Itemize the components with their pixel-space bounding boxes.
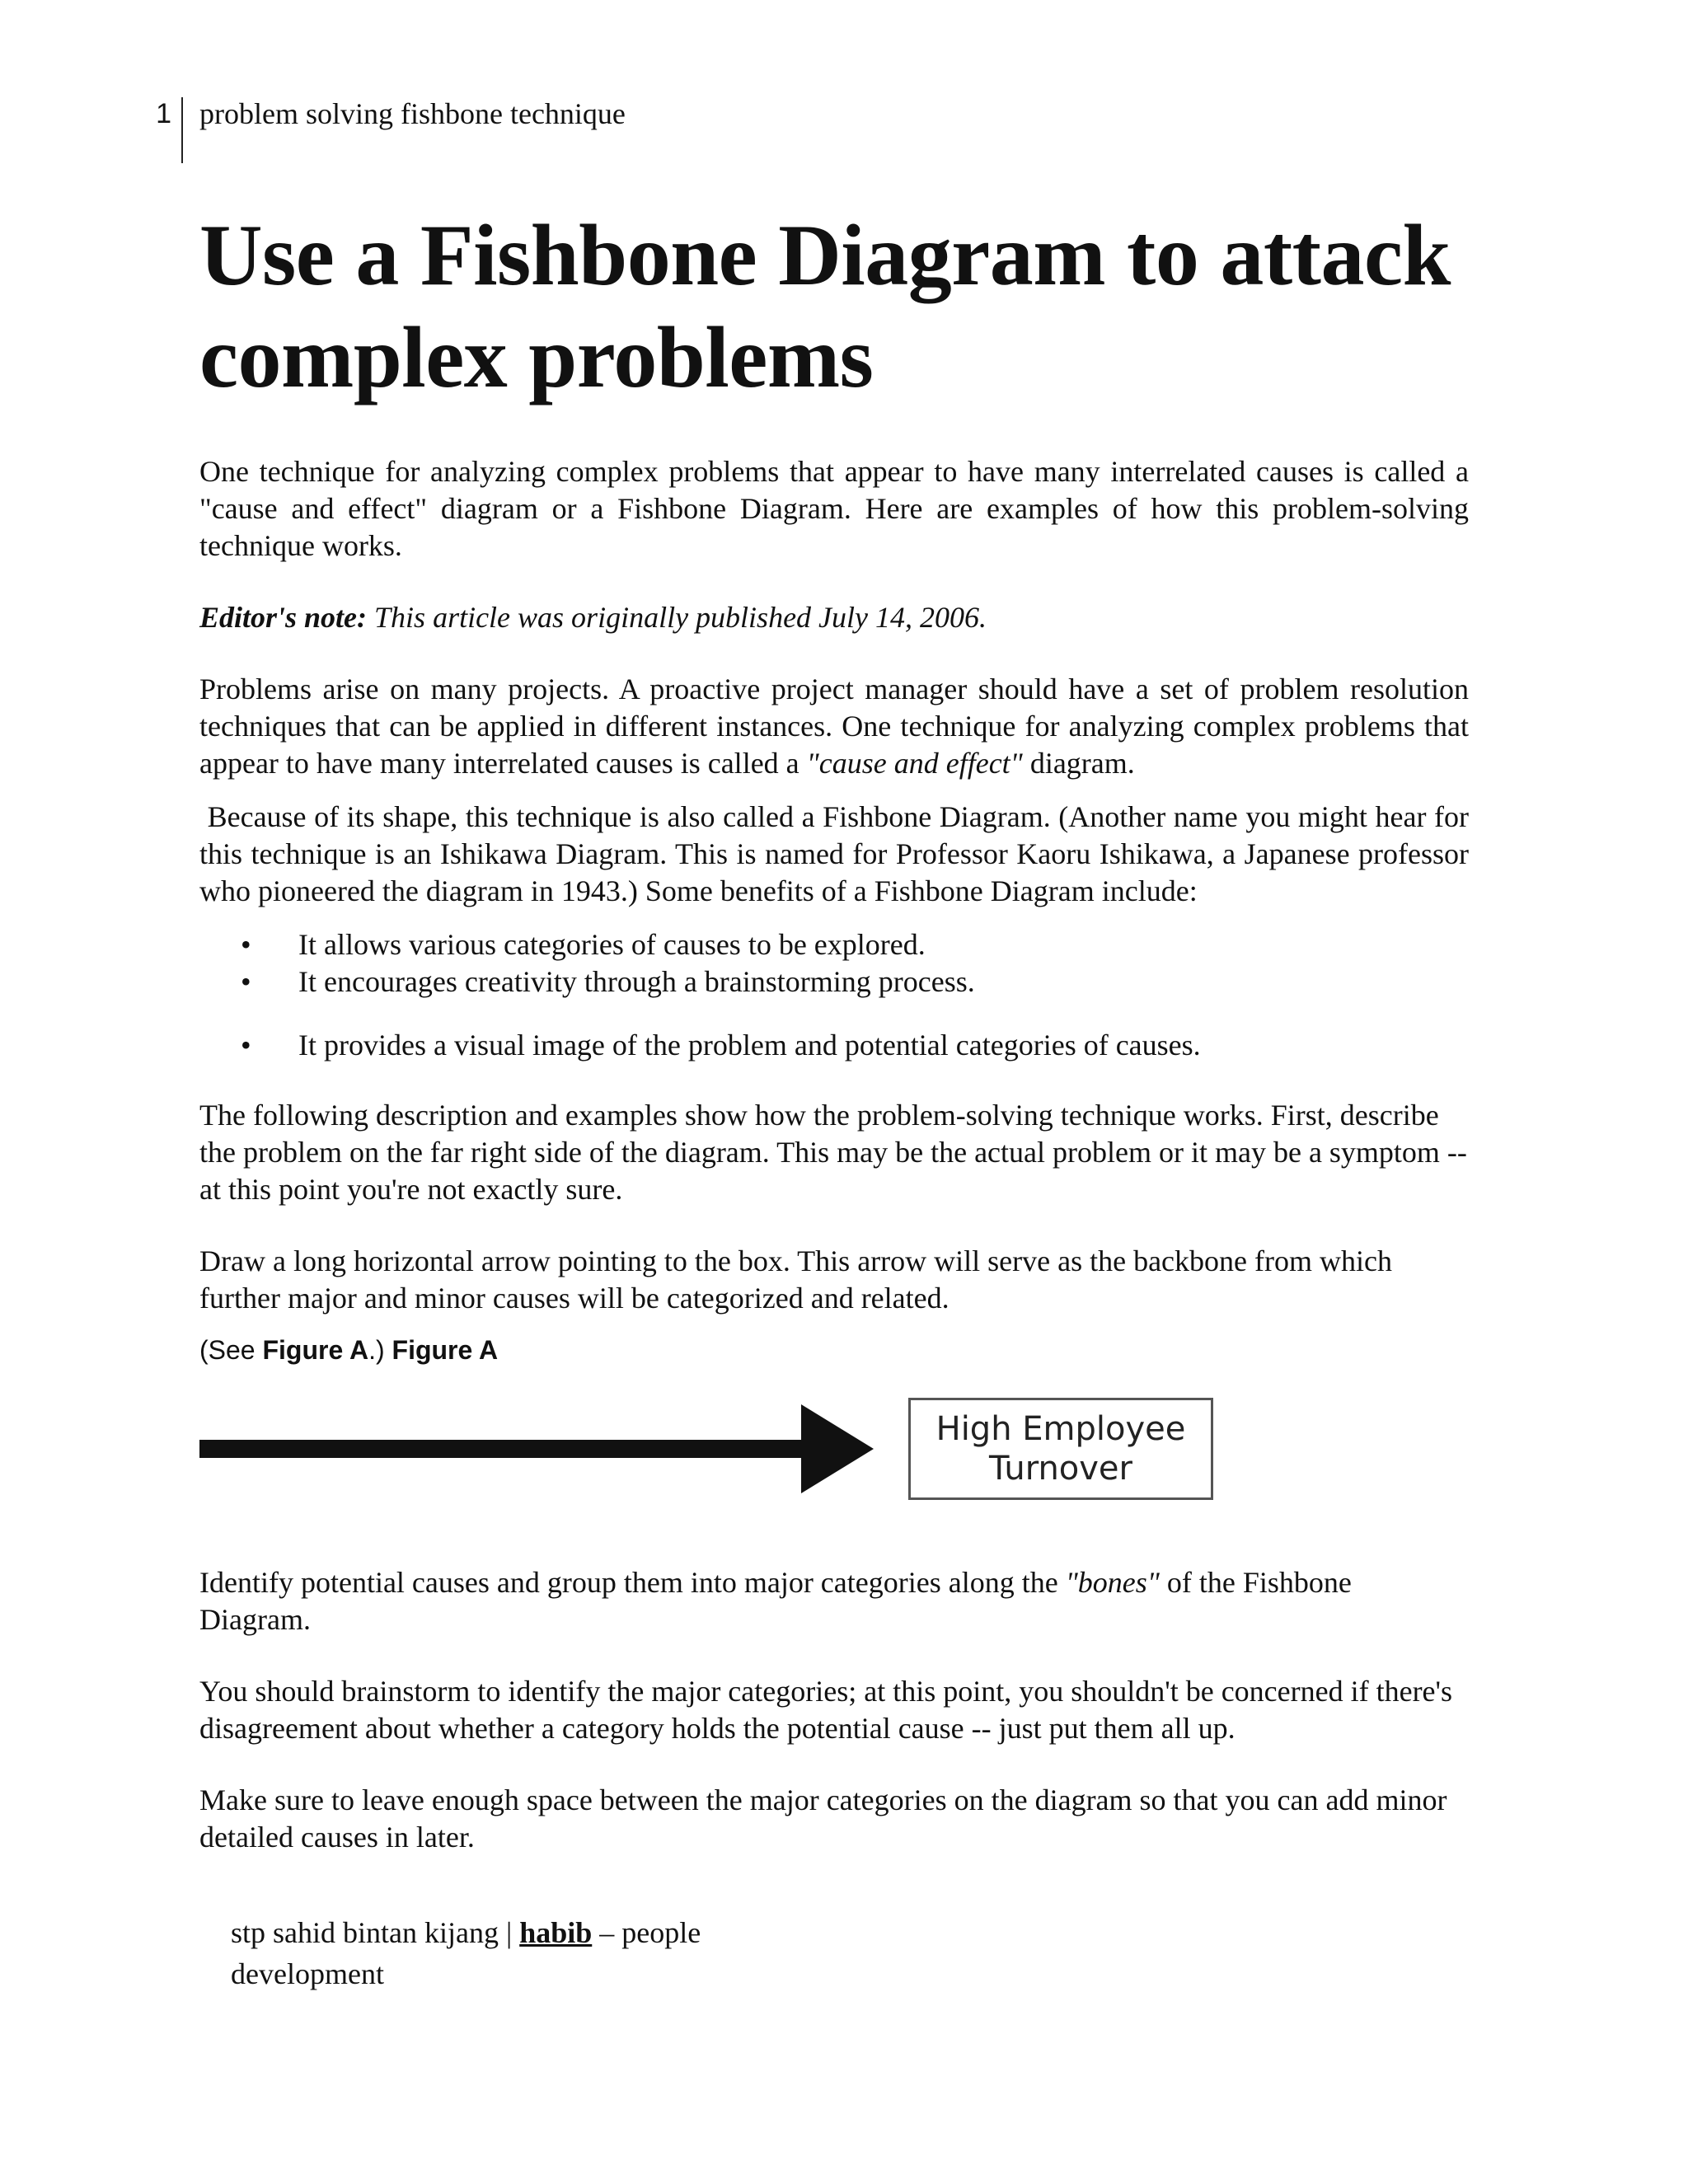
running-title: problem solving fishbone technique [199,97,626,130]
paragraph-identify-lead: Identify potential causes and group them into major categories along the [199,1566,1066,1599]
footer-author: habib [519,1916,593,1949]
paragraph-problems-lead: Problems arise on many projects. A proactive project manager should have a set of problem resolution techniques that can be applied in different instances. One technique for analyzing complex problems that appear to have many interrelated causes is called a [199,673,1469,780]
article-title: Use a Fishbone Diagram to attack complex problems [199,207,1451,405]
benefits-list [199,926,1469,1064]
page-number: 1 [156,98,171,129]
paragraph-problems [199,671,1469,782]
editor-note-label: Editor's note: [199,601,368,634]
cause-and-effect-emphasis: "cause and effect" [806,747,1023,780]
problem-box-line1: High Employee [935,1410,1186,1448]
intro-paragraph: One technique for analyzing complex problems that appear to have many interrelated causes is called a "cause and effect" diagram or a Fishbone Diagram. Here are examples of how this problem-solving technique works. [199,455,1469,562]
footer-tail: – people [592,1916,701,1949]
paragraph-problems-tail: diagram. [1022,747,1135,780]
list-item: • It allows various categories of causes to be explored. [199,926,1469,963]
footer-line-2: development [231,1957,384,1990]
paragraph-arrow: Draw a long horizontal arrow pointing to the box. This arrow will serve as the backbone from which further major and minor causes will be categorized and related. [199,1244,1392,1315]
figure-reference [199,1333,1469,1366]
paragraph-description: The following description and examples show how the problem-solving technique works. First, describe the problem on the far right side of the diagram. This may be the actual problem or it may be a symptom -- at this point you're not exactly sure. [199,1099,1467,1206]
paragraph-identify [199,1564,1469,1638]
list-item: • It provides a visual image of the problem and potential categories of causes. [199,1027,1469,1064]
figure-reference-close: .) [368,1335,392,1365]
paragraph-identify-tail: of the Fishbone Diagram. [199,1566,1352,1636]
figure-reference-open: (See [199,1335,263,1365]
figure-reference-label: Figure A [262,1335,369,1365]
problem-box [908,1398,1213,1500]
figure-caption: Figure A [392,1335,499,1365]
problem-box-line2: Turnover [988,1450,1132,1488]
backbone-shaft [199,1440,809,1458]
article-body [199,204,1469,1856]
page-footer [231,1912,808,1994]
bones-emphasis: "bones" [1065,1566,1160,1599]
paragraph-shape [199,799,1469,910]
page-header [148,97,890,163]
backbone-arrow [199,1393,1469,1516]
editor-note-text: This article was originally published July 14, 2006. [374,601,987,634]
paragraph-spacing: Make sure to leave enough space between the major categories on the diagram so that you can add minor detailed causes in later. [199,1783,1447,1854]
paragraph-shape-text: Because of its shape, this technique is also called a Fishbone Diagram. (Another name you might hear for this technique is an Ishikawa Diagram. This is named for Professor Kaoru Ishikawa, a Japanese professor who pioneered the diagram in 1943.) Some benefits of a Fishbone Diagram include: [199,800,1470,907]
footer-line-1 [231,1912,808,1953]
figure-a-diagram [199,1393,1469,1516]
backbone-arrowhead [801,1404,874,1493]
list-item: • It encourages creativity through a brainstorming process. [199,963,1469,1001]
header-divider [181,97,183,163]
paragraph-brainstorm: You should brainstorm to identify the major categories; at this point, you shouldn't be concerned if there's disagreement about whether a category holds the potential cause -- just put them all up. [199,1675,1453,1745]
footer-org: stp sahid bintan kijang | [231,1916,520,1949]
editor-note [199,599,1469,636]
